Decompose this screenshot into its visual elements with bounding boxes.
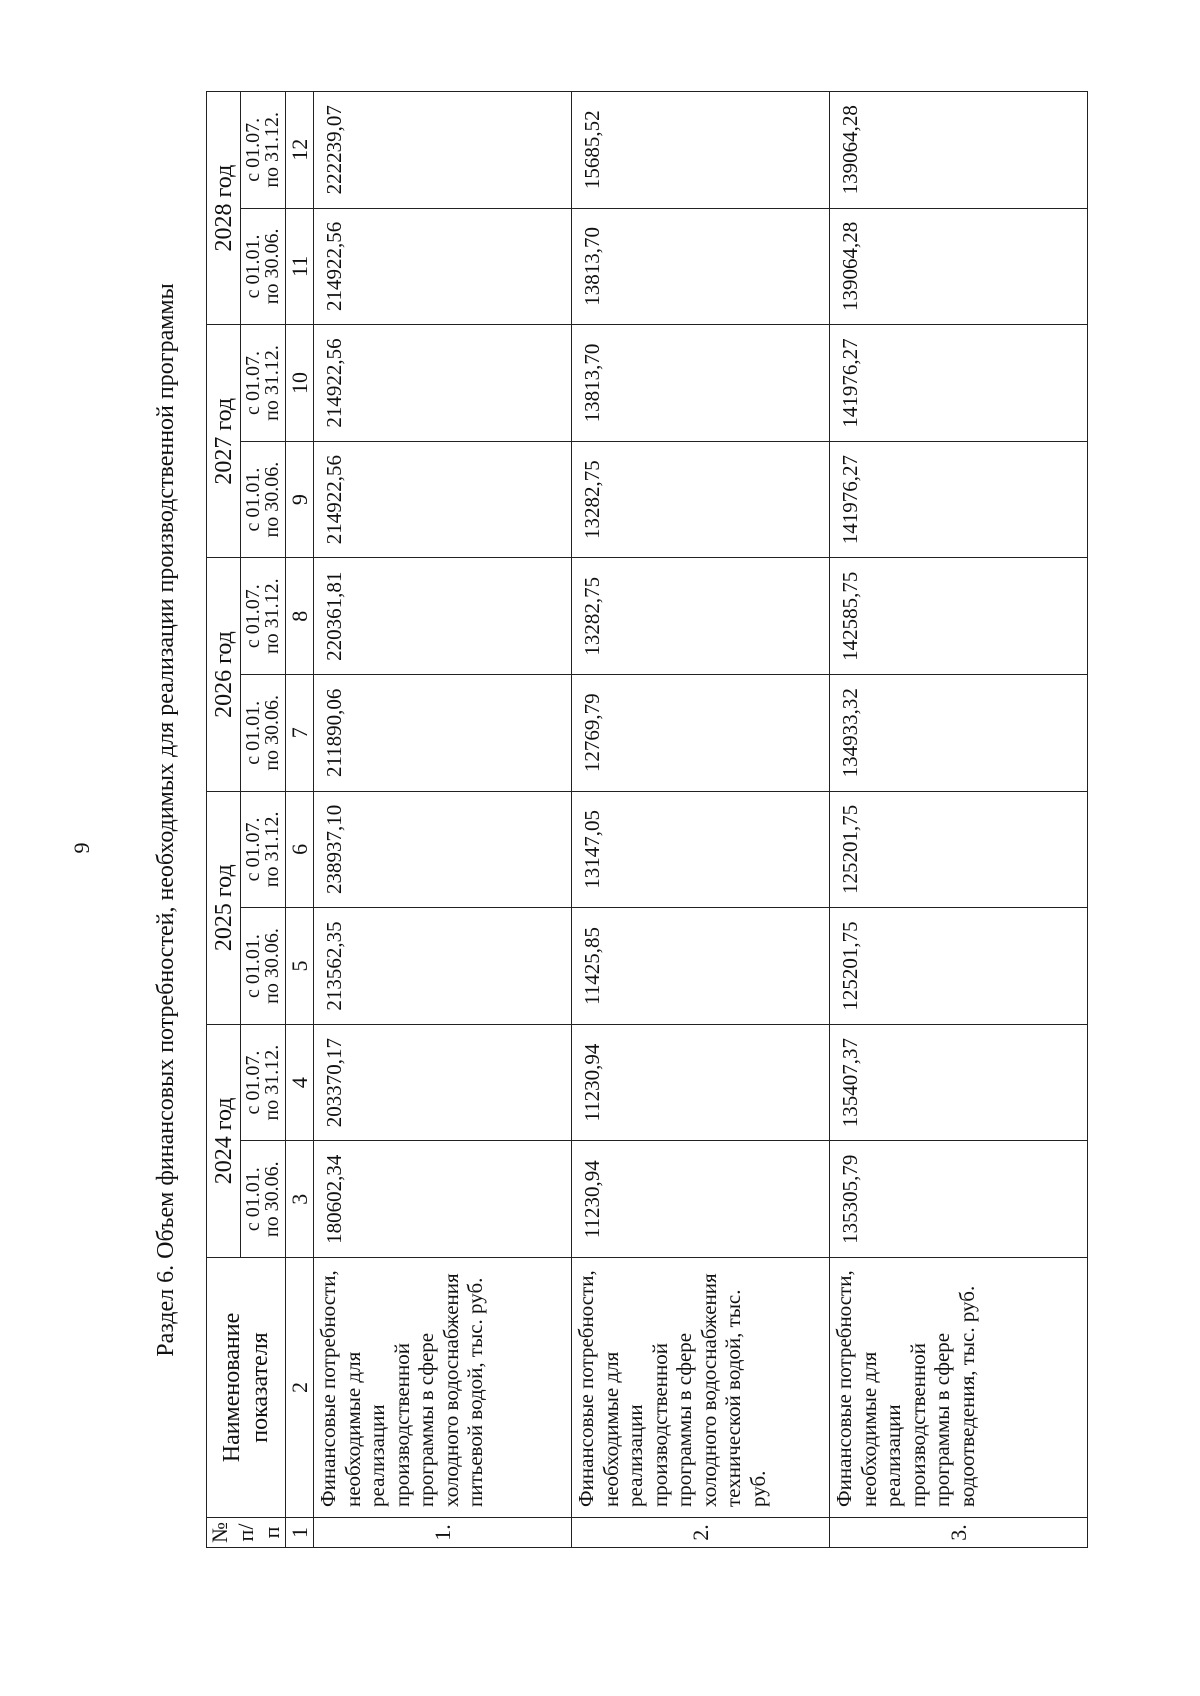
value-cell: 125201,75 [830,791,1088,908]
column-number-2: 2 [286,1258,314,1518]
table-row [572,91,830,1547]
value-cell: 238937,10 [314,791,572,908]
value-cell: 213562,35 [314,908,572,1025]
value-cell: 142585,75 [830,558,1088,675]
value-cell: 13282,75 [572,441,830,558]
header-indicator-name [207,1258,286,1518]
value-cell: 13813,70 [572,208,830,325]
header-number-text: № п/п [207,1522,284,1543]
column-number-10: 10 [286,325,314,442]
value-cell: 13282,75 [572,558,830,675]
column-number-4: 4 [286,1024,314,1141]
header-period-10: с 01.07. по 31.12. [241,91,286,208]
value-cell: 125201,75 [830,908,1088,1025]
header-period-7: с 01.01. по 30.06. [241,441,286,558]
value-cell: 214922,56 [314,441,572,558]
value-cell: 13147,05 [572,791,830,908]
row-number: 1. [314,1518,572,1548]
value-cell: 135305,79 [830,1141,1088,1258]
value-cell: 11425,85 [572,908,830,1025]
rotated-page-content [148,92,1168,1548]
column-number-11: 11 [286,208,314,325]
column-number-7: 7 [286,675,314,792]
column-number-8: 8 [286,558,314,675]
value-cell: 141976,27 [830,441,1088,558]
header-period-3: с 01.01. по 30.06. [241,908,286,1025]
header-year-2028: 2028 год [207,91,241,324]
financial-needs-table [206,91,1088,1548]
indicator-name: Финансовые потребности, необходимые для реализации производственной программы в сфере холодного водоснабжения питьевой водой, тыс. руб. [314,1258,572,1518]
page-number: 9 [69,842,94,854]
value-cell: 135407,37 [830,1024,1088,1141]
value-cell: 180602,34 [314,1141,572,1258]
header-year-2026: 2026 год [207,558,241,791]
value-cell: 13813,70 [572,325,830,442]
column-number-1: 1 [286,1518,314,1548]
header-period-4: с 01.07. по 31.12. [241,791,286,908]
header-number [207,1518,286,1548]
row-number: 2. [572,1518,830,1548]
value-cell: 211890,06 [314,675,572,792]
value-cell: 139064,28 [830,208,1088,325]
value-cell: 214922,56 [314,208,572,325]
section-title: Раздел 6. Объем финансовых потребностей, необходимых для реализации производственной программы [153,283,179,1357]
header-year-2025: 2025 год [207,791,241,1024]
value-cell: 15685,52 [572,91,830,208]
column-number-3: 3 [286,1141,314,1258]
header-period-9: с 01.01. по 30.06. [241,208,286,325]
value-cell: 12769,79 [572,675,830,792]
value-cell: 214922,56 [314,325,572,442]
header-indicator-name-text: Наименование показателя [219,1312,273,1463]
value-cell: 11230,94 [572,1141,830,1258]
value-cell: 141976,27 [830,325,1088,442]
value-cell: 11230,94 [572,1024,830,1141]
value-cell: 139064,28 [830,91,1088,208]
header-period-6: с 01.07. по 31.12. [241,558,286,675]
row-number: 3. [830,1518,1088,1548]
value-cell: 220361,81 [314,558,572,675]
header-period-8: с 01.07. по 31.12. [241,325,286,442]
indicator-name: Финансовые потребности, необходимые для реализации производственной программы в сфере водоотведения, тыс. руб. [830,1258,1088,1518]
header-year-2024: 2024 год [207,1024,241,1257]
column-number-6: 6 [286,791,314,908]
value-cell: 203370,17 [314,1024,572,1141]
header-period-1: с 01.01. по 30.06. [241,1141,286,1258]
column-number-5: 5 [286,908,314,1025]
value-cell: 222239,07 [314,91,572,208]
header-year-2027: 2027 год [207,325,241,558]
column-number-12: 12 [286,91,314,208]
table-row [830,91,1088,1547]
value-cell: 134933,32 [830,675,1088,792]
indicator-name: Финансовые потребности, необходимые для реализации производственной программы в сфере холодного водоснабжения технической водой, тыс. руб. [572,1258,830,1518]
header-period-2: с 01.07. по 31.12. [241,1024,286,1141]
table-row [314,91,572,1547]
column-number-9: 9 [286,441,314,558]
header-period-5: с 01.01. по 30.06. [241,675,286,792]
